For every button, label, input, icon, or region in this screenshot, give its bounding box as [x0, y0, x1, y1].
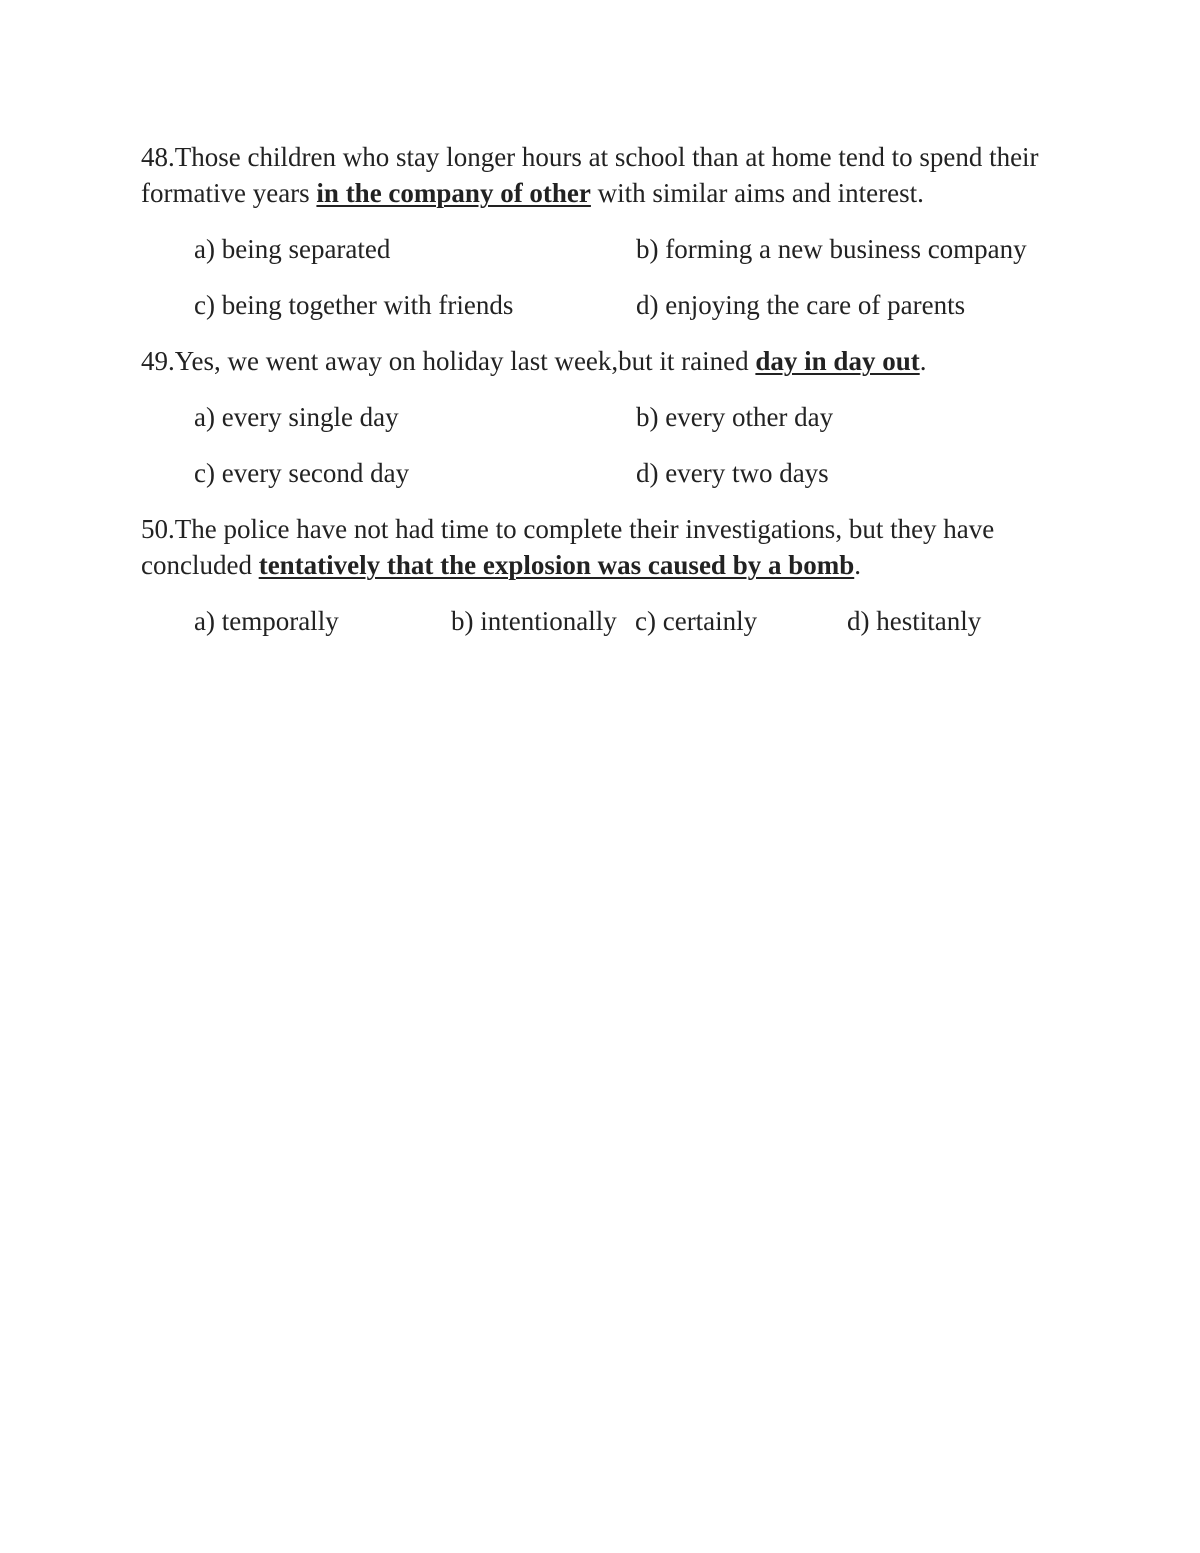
- highlighted-phrase: in the company of other: [316, 178, 591, 208]
- question-49-stem: [141, 343, 1071, 379]
- question-text: with similar aims and interest.: [590, 178, 924, 208]
- highlighted-phrase: day in day out: [755, 346, 920, 376]
- question-number: 49.: [141, 346, 175, 376]
- option-d: d) enjoying the care of parents: [636, 290, 966, 320]
- option-a: a) every single day: [194, 402, 399, 432]
- option-a: a) temporally: [194, 606, 339, 636]
- highlighted-phrase: tentatively that the explosion was caused by a bomb: [258, 550, 855, 580]
- question-text: The police have not had time to complete their investigations, but they have: [174, 514, 995, 544]
- question-text: Those children who stay longer hours at school than at home tend to spend their: [174, 142, 1039, 172]
- question-number: 48.: [141, 142, 175, 172]
- question-text: concluded: [141, 550, 259, 580]
- option-c: c) every second day: [194, 458, 410, 488]
- option-b: b) every other day: [636, 402, 834, 432]
- option-a: a) being separated: [194, 234, 391, 264]
- option-c: c) certainly: [635, 606, 758, 636]
- option-c: c) being together with friends: [194, 290, 514, 320]
- option-b: b) intentionally: [451, 606, 617, 636]
- question-text: .: [854, 550, 861, 580]
- question-text: formative years: [141, 178, 317, 208]
- question-text: Yes, we went away on holiday last week,but it rained: [174, 346, 756, 376]
- option-d: d) every two days: [636, 458, 829, 488]
- option-d: d) hestitanly: [847, 606, 982, 636]
- question-48-stem: [141, 139, 1071, 211]
- question-50-stem: [141, 511, 1071, 583]
- question-number: 50.: [141, 514, 175, 544]
- question-text: .: [919, 346, 927, 376]
- option-b: b) forming a new business company: [636, 234, 1027, 264]
